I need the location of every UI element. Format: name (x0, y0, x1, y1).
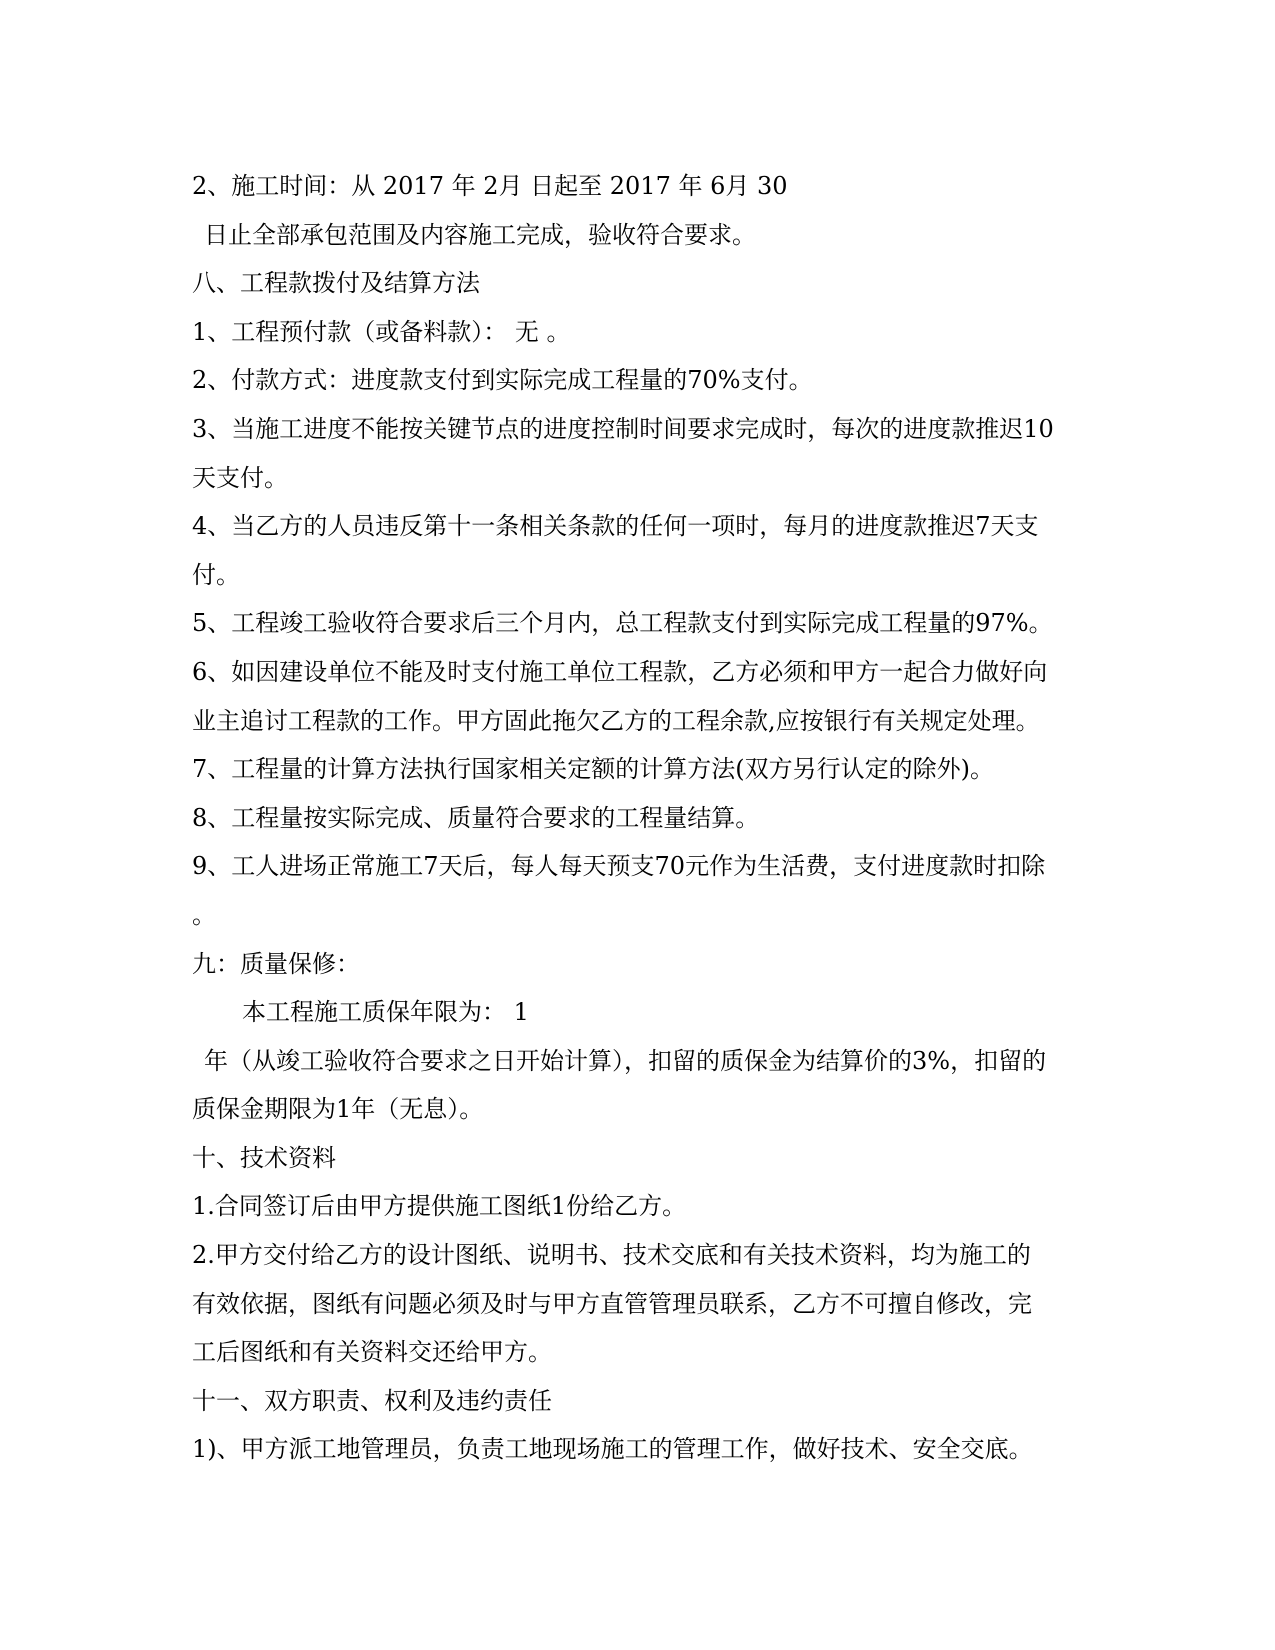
text-line: 业主追讨工程款的工作。甲方固此拖欠乙方的工程余款,应按银行有关规定处理。 (192, 706, 1040, 735)
text-line: 7、工程量的计算方法执行国家相关定额的计算方法(双方另行认定的除外)。 (192, 755, 994, 784)
text-line: 年（从竣工验收符合要求之日开始计算），扣留的质保金为结算价的3%，扣留的 (204, 1046, 1047, 1075)
text-line: 付。 (192, 560, 240, 589)
text-line: 6、如因建设单位不能及时支付施工单位工程款，乙方必须和甲方一起合力做好向 (192, 657, 1048, 686)
text-line: 质保金期限为1年（无息）。 (192, 1095, 484, 1124)
text-line: 十、技术资料 (192, 1143, 336, 1172)
text-line: 2.甲方交付给乙方的设计图纸、说明书、技术交底和有关技术资料，均为施工的 (192, 1241, 1031, 1270)
text-line: 。 (192, 900, 216, 929)
text-line: 1)、甲方派工地管理员，负责工地现场施工的管理工作，做好技术、安全交底。 (192, 1435, 1033, 1464)
text-line: 1、工程预付款（或备料款）： 无 。 (192, 317, 571, 346)
text-line: 八、工程款拨付及结算方法 (192, 269, 480, 298)
text-line: 工后图纸和有关资料交还给甲方。 (192, 1338, 552, 1367)
text-line: 5、工程竣工验收符合要求后三个月内，总工程款支付到实际完成工程量的97%。 (192, 609, 1053, 638)
text-line: 8、工程量按实际完成、质量符合要求的工程量结算。 (192, 803, 760, 832)
text-line: 1.合同签订后由甲方提供施工图纸1份给乙方。 (192, 1192, 687, 1221)
document-body (192, 162, 1082, 1474)
text-line: 2、付款方式：进度款支付到实际完成工程量的70%支付。 (192, 366, 813, 395)
text-line: 2、施工时间：从 2017 年 2月 日起至 2017 年 6月 30 (192, 172, 788, 200)
text-line: 天支付。 (192, 463, 288, 492)
text-line: 日止全部承包范围及内容施工完成，验收符合要求。 (204, 220, 756, 249)
text-line: 九：质量保修： (192, 949, 360, 978)
text-line: 3、当施工进度不能按关键节点的进度控制时间要求完成时，每次的进度款推迟10 (192, 414, 1054, 443)
text-line: 本工程施工质保年限为： 1 (242, 998, 529, 1027)
text-line: 9、工人进场正常施工7天后，每人每天预支70元作为生活费，支付进度款时扣除 (192, 852, 1046, 881)
text-line: 十一、双方职责、权利及违约责任 (192, 1386, 552, 1415)
text-line: 4、当乙方的人员违反第十一条相关条款的任何一项时，每月的进度款推迟7天支 (192, 512, 1039, 541)
text-line: 有效依据，图纸有问题必须及时与甲方直管管理员联系，乙方不可擅自修改，完 (192, 1289, 1032, 1318)
